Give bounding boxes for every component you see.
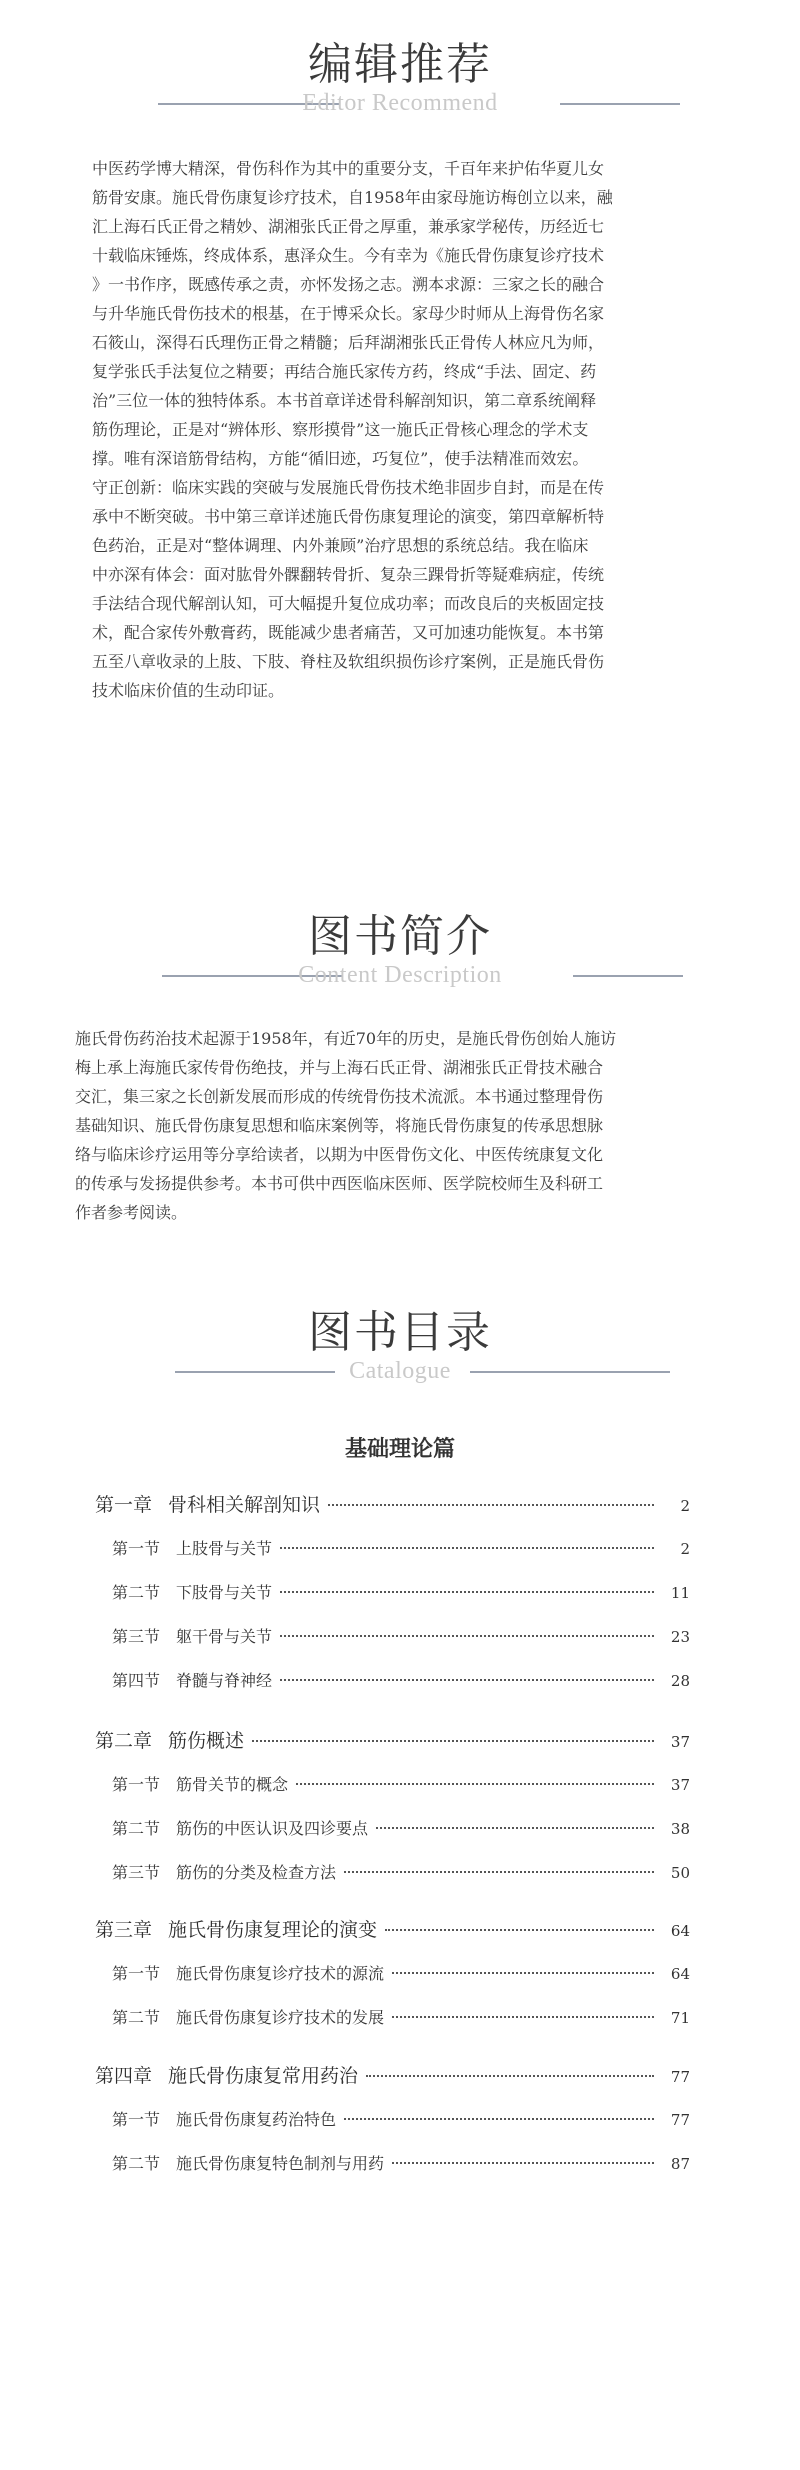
toc-title: 脊髓与脊神经: [176, 1671, 273, 1690]
content-title: 图书简介: [308, 911, 492, 962]
toc-section: [112, 1961, 690, 1984]
text-line: 络与临床诊疗运用等分享给读者，以期为中医骨伤文化、中医传统康复文化: [75, 1145, 604, 1164]
catalogue-part-title: 基础理论篇: [344, 1437, 455, 1462]
text-line: 技术临床价值的生动印证。: [92, 681, 285, 700]
toc-page: 71: [670, 2009, 690, 2027]
text-line: 治”三位一体的独特体系。本书首章详述骨科解剖知识，第二章系统阐释: [92, 391, 597, 410]
toc-section: [112, 1860, 690, 1883]
toc-title: 筋伤的中医认识及四诊要点: [176, 1819, 369, 1838]
toc-page: 38: [670, 1820, 690, 1838]
toc-title: 筋伤的分类及检查方法: [176, 1863, 337, 1882]
toc-leader-dots: [280, 1679, 654, 1681]
text-line: 撑。唯有深谙筋骨结构，方能“循旧迹，巧复位”，使手法精准而效宏。: [92, 449, 589, 468]
text-line: 基础知识、施氏骨伤康复思想和临床案例等，将施氏骨伤康复的传承思想脉: [75, 1116, 604, 1135]
toc-page: 64: [670, 1922, 690, 1940]
toc-page: 2: [680, 1497, 690, 1515]
editor-header: [0, 39, 800, 118]
toc-title: 施氏骨伤康复常用药治: [168, 2065, 359, 2087]
toc-number: 第一节: [112, 1775, 161, 1794]
toc-title: 筋骨关节的概念: [176, 1775, 289, 1794]
toc-chapter: [95, 2061, 690, 2088]
toc-leader-dots: [392, 1972, 654, 1974]
toc-title: 施氏骨伤康复诊疗技术的源流: [176, 1964, 385, 1983]
toc-number: 第三章: [95, 1919, 153, 1941]
toc-leader-dots: [344, 1871, 654, 1873]
toc-section: [112, 1772, 690, 1795]
toc-leader-dots: [385, 1929, 654, 1931]
toc-section: [112, 1536, 690, 1559]
toc-page: 50: [670, 1864, 690, 1882]
toc-title: 施氏骨伤康复理论的演变: [168, 1919, 378, 1941]
catalogue-subtitle: Catalogue: [349, 1358, 451, 1385]
text-line: 》一书作序，既感传承之责，亦怀发扬之志。溯本求源：三家之长的融合: [92, 275, 605, 294]
toc-number: 第三节: [112, 1627, 161, 1646]
toc-number: 第一节: [112, 1964, 161, 1983]
toc-section: [112, 2107, 690, 2130]
text-line: 与升华施氏骨伤技术的根基，在于博采众长。家母少时师从上海骨伤名家: [92, 304, 605, 323]
text-line: 五至八章收录的上肢、下肢、脊柱及软组织损伤诊疗案例，正是施氏骨伤: [92, 652, 605, 671]
toc-leader-dots: [328, 1504, 654, 1506]
text-line: 承中不断突破。书中第三章详述施氏骨伤康复理论的演变，第四章解析特: [92, 507, 605, 526]
text-line: 施氏骨伤药治技术起源于1958年，有近70年的历史，是施氏骨伤创始人施访: [75, 1029, 617, 1048]
text-line: 石筱山，深得石氏理伤正骨之精髓；后拜湖湘张氏正骨传人林应凡为师，: [92, 333, 605, 352]
text-line: 筋骨安康。施氏骨伤康复诊疗技术，自1958年由家母施访梅创立以来，融: [92, 188, 613, 207]
toc-leader-dots: [280, 1591, 654, 1593]
catalogue-header: [0, 1307, 800, 1386]
text-line: 筋伤理论，正是对“辨体形、察形摸骨”这一施氏正骨核心理念的学术支: [92, 420, 589, 439]
toc-number: 第二节: [112, 1583, 161, 1602]
toc-title: 躯干骨与关节: [176, 1627, 273, 1646]
toc-page: 23: [670, 1628, 690, 1646]
toc-leader-dots: [376, 1827, 654, 1829]
toc-title: 施氏骨伤康复特色制剂与用药: [176, 2154, 385, 2173]
toc-title: 下肢骨与关节: [176, 1583, 273, 1602]
toc-section: [112, 1624, 690, 1647]
toc-title: 施氏骨伤康复诊疗技术的发展: [176, 2008, 385, 2027]
content-rule-right: [573, 975, 683, 977]
toc-chapter: [95, 1490, 690, 1517]
toc-leader-dots: [280, 1635, 654, 1637]
toc-number: 第四节: [112, 1671, 161, 1690]
toc-leader-dots: [344, 2118, 654, 2120]
toc-number: 第二章: [95, 1730, 153, 1752]
text-line: 中亦深有体会：面对肱骨外髁翻转骨折、复杂三踝骨折等疑难病症，传统: [92, 565, 605, 584]
text-line: 交汇，集三家之长创新发展而形成的传统骨伤技术流派。本书通过整理骨伤: [75, 1087, 604, 1106]
toc-leader-dots: [280, 1547, 654, 1549]
editor-title: 编辑推荐: [308, 39, 492, 90]
toc-section: [112, 2005, 690, 2028]
toc-title: 施氏骨伤康复药治特色: [176, 2110, 337, 2129]
toc-number: 第二节: [112, 1819, 161, 1838]
toc-page: 28: [670, 1672, 690, 1690]
text-line: 梅上承上海施氏家传骨伤绝技，并与上海石氏正骨、湖湘张氏正骨技术融合: [75, 1058, 604, 1077]
toc-number: 第四章: [95, 2065, 153, 2087]
toc-number: 第二节: [112, 2154, 161, 2173]
toc-leader-dots: [252, 1740, 654, 1742]
text-line: 中医药学博大精深，骨伤科作为其中的重要分支，千百年来护佑华夏儿女: [92, 159, 605, 178]
toc-page: 64: [670, 1965, 690, 1983]
toc-title: 骨科相关解剖知识: [168, 1494, 321, 1516]
toc-section: [112, 2151, 690, 2174]
editor-rule-right: [560, 103, 680, 105]
toc-leader-dots: [392, 2162, 654, 2164]
toc-chapter: [95, 1726, 690, 1753]
catalogue-title: 图书目录: [308, 1307, 492, 1358]
toc-leader-dots: [296, 1783, 654, 1785]
toc-page: 37: [670, 1776, 690, 1794]
text-line: 十载临床锤炼，终成体系，惠泽众生。今有幸为《施氏骨伤康复诊疗技术: [92, 246, 605, 265]
editor-recommend-text: [92, 154, 717, 705]
toc-page: 11: [670, 1584, 690, 1602]
toc-page: 77: [670, 2111, 690, 2129]
text-line: 守正创新：临床实践的突破与发展施氏骨伤技术绝非固步自封，而是在传: [92, 478, 605, 497]
text-line: 的传承与发扬提供参考。本书可供中西医临床医师、医学院校师生及科研工: [75, 1174, 604, 1193]
editor-subtitle: Editor Recommend: [302, 90, 498, 117]
text-line: 手法结合现代解剖认知，可大幅提升复位成功率；而改良后的夹板固定技: [92, 594, 605, 613]
content-description-text: [75, 1024, 730, 1227]
toc-number: 第一章: [95, 1494, 153, 1516]
toc-title: 上肢骨与关节: [176, 1539, 273, 1558]
text-line: 色药治，正是对“整体调理、内外兼顾”治疗思想的系统总结。我在临床: [92, 536, 589, 555]
catalogue-rule-right: [470, 1371, 670, 1373]
text-line: 术，配合家传外敷膏药，既能减少患者痛苦，又可加速功能恢复。本书第: [92, 623, 605, 642]
content-subtitle: Content Description: [298, 962, 502, 989]
toc-number: 第一节: [112, 1539, 161, 1558]
toc-chapter: [95, 1915, 690, 1942]
text-line: 汇上海石氏正骨之精妙、湖湘张氏正骨之厚重，兼承家学秘传，历经近七: [92, 217, 605, 236]
toc-page: 77: [670, 2068, 690, 2086]
toc-leader-dots: [392, 2016, 654, 2018]
toc-section: [112, 1580, 690, 1603]
toc-section: [112, 1668, 690, 1691]
toc-section: [112, 1816, 690, 1839]
text-line: 作者参考阅读。: [75, 1203, 188, 1222]
toc-number: 第一节: [112, 2110, 161, 2129]
text-line: 复学张氏手法复位之精要；再结合施氏家传方药，终成“手法、固定、药: [92, 362, 597, 381]
toc-number: 第二节: [112, 2008, 161, 2027]
toc-page: 2: [680, 1540, 690, 1558]
content-header: [0, 911, 800, 990]
toc-leader-dots: [366, 2075, 654, 2077]
toc-number: 第三节: [112, 1863, 161, 1882]
toc-title: 筋伤概述: [168, 1730, 245, 1752]
toc-page: 37: [670, 1733, 690, 1751]
toc-page: 87: [670, 2155, 690, 2173]
